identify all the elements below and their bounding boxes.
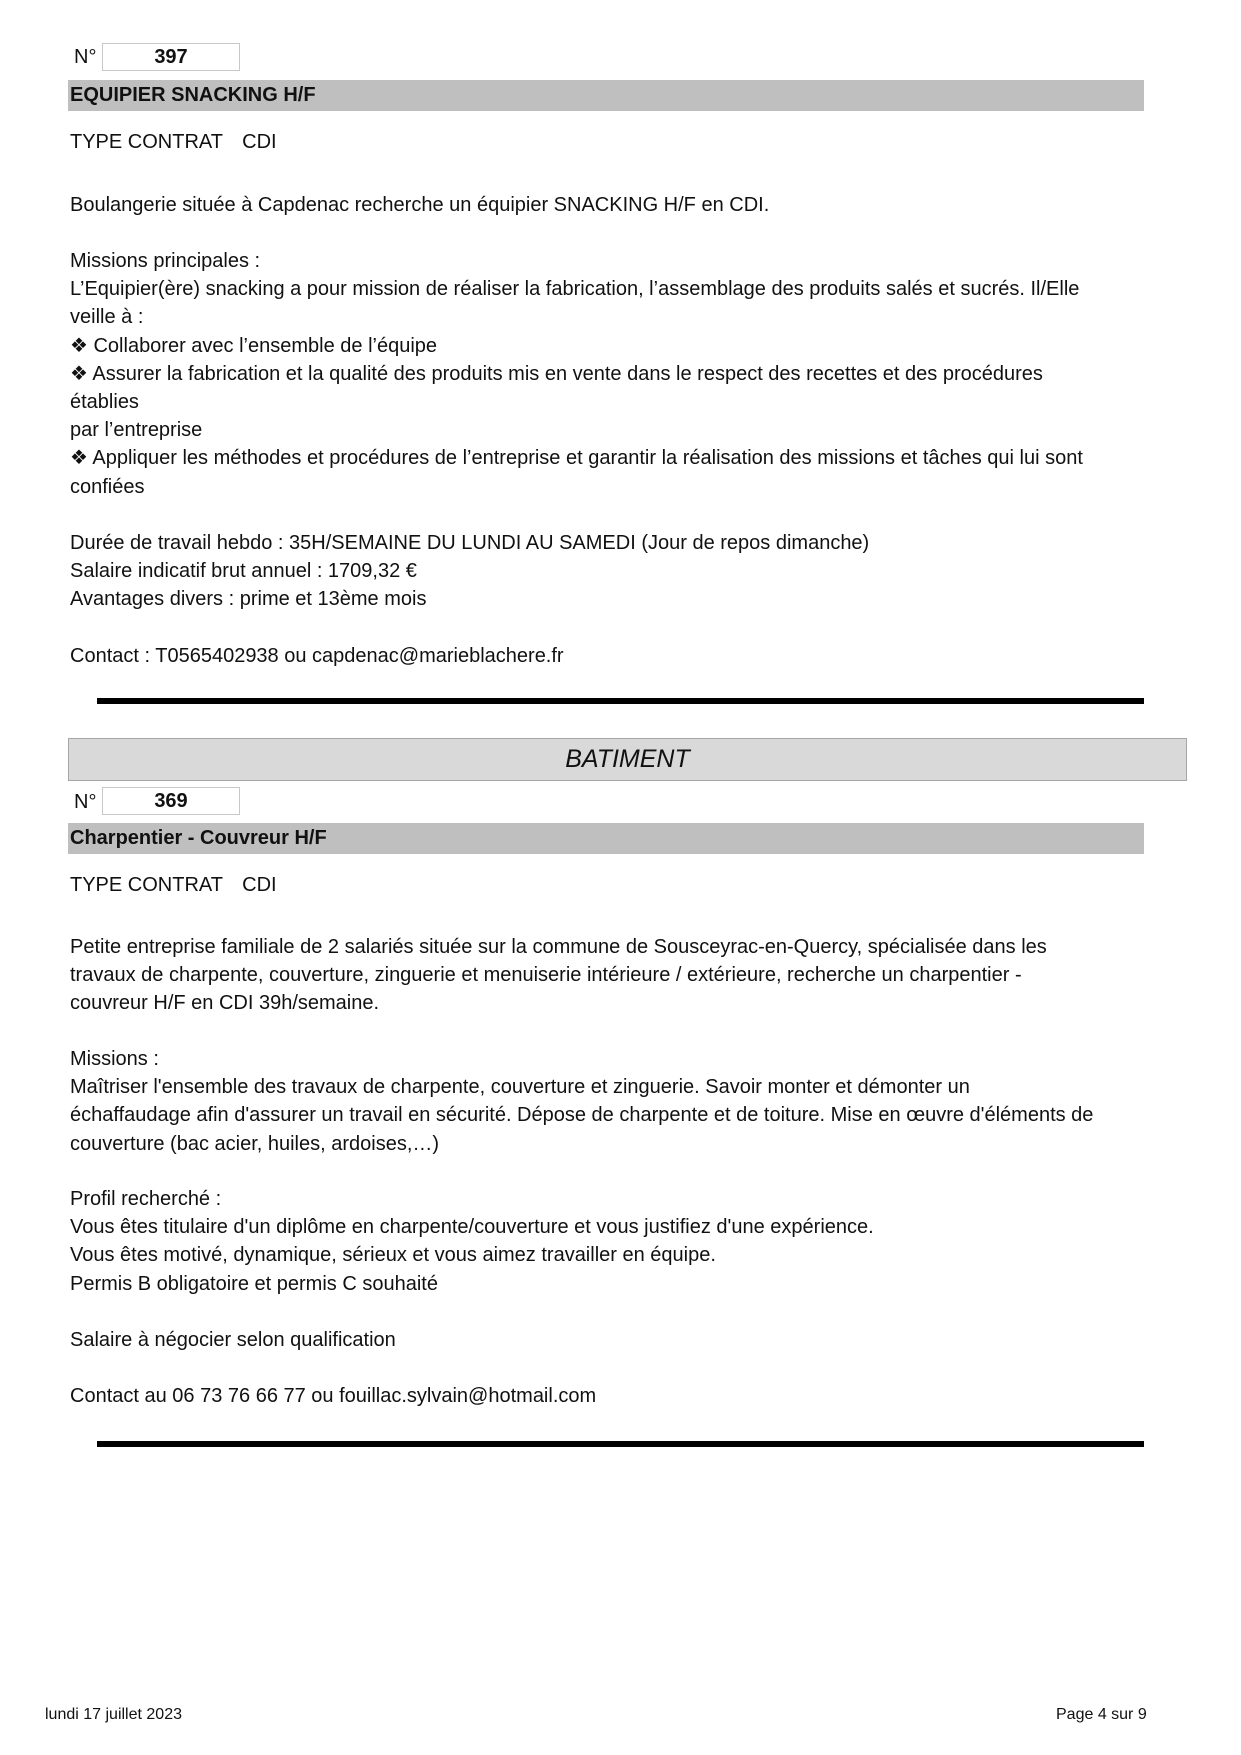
offer-number: 397 <box>102 43 240 71</box>
footer-page-number: Page 4 sur 9 <box>1056 1706 1147 1723</box>
contract-type-value: CDI <box>242 131 277 153</box>
offer-missions: Missions principales : L’Equipier(ère) snacking a pour mission de réaliser la fabrication, l’assemblage des produits salés et sucrés. Il/Elle veille à : ❖ Collaborer avec l’ensemble de l’équipe ❖ Assurer la fabrication et la qualité des produits mis en vente dans le respect des recettes et des procédures établies par l’entreprise ❖ Appliquer les méthodes et procédures de l’entreprise et garantir la réalisation des missions et tâches qui lui sont confiées <box>70 250 1083 498</box>
offer-number: 369 <box>102 787 240 815</box>
section-header: BATIMENT <box>68 738 1187 781</box>
footer-date: lundi 17 juillet 2023 <box>45 1706 182 1723</box>
offer-number-label: N° <box>74 791 97 813</box>
offer-contact: Contact au 06 73 76 66 77 ou fouillac.sylvain@hotmail.com <box>70 1385 597 1407</box>
contract-type <box>70 131 277 154</box>
offer-number-label: N° <box>74 46 97 68</box>
offer-intro: Boulangerie située à Capdenac recherche un équipier SNACKING H/F en CDI. <box>70 194 770 216</box>
offer-title: Charpentier - Couvreur H/F <box>68 823 1144 854</box>
separator-rule <box>97 1441 1144 1447</box>
offer-profile: Profil recherché : Vous êtes titulaire d'un diplôme en charpente/couverture et vous justifiez d'une expérience. Vous êtes motivé, dynamique, sérieux et vous aimez travailler en équipe. Permis B obligatoire et permis C souhaité <box>70 1188 874 1295</box>
offer-conditions: Durée de travail hebdo : 35H/SEMAINE DU LUNDI AU SAMEDI (Jour de repos dimanche) Salaire indicatif brut annuel : 1709,32 € Avantages divers : prime et 13ème mois <box>70 532 870 611</box>
contract-type <box>70 874 277 897</box>
offer-salary: Salaire à négocier selon qualification <box>70 1329 396 1351</box>
offer-missions: Missions : Maîtriser l'ensemble des travaux de charpente, couverture et zinguerie. Savoir monter et démonter un échaffaudage afin d'assurer un travail en sécurité. Dépose de charpente et de toiture. Mise en œuvre d'éléments de couverture (bac acier, huiles, ardoises,…) <box>70 1048 1094 1155</box>
contract-type-label: TYPE CONTRAT <box>70 131 223 153</box>
offer-contact: Contact : T0565402938 ou capdenac@marieblachere.fr <box>70 645 564 667</box>
separator-rule <box>97 698 1144 704</box>
contract-type-label: TYPE CONTRAT <box>70 874 223 896</box>
offer-title: EQUIPIER SNACKING H/F <box>68 80 1144 111</box>
offer-intro: Petite entreprise familiale de 2 salariés située sur la commune de Sousceyrac-en-Quercy, spécialisée dans les travaux de charpente, couverture, zinguerie et menuiserie intérieure / extérieure, recherche un charpentier - couvreur H/F en CDI 39h/semaine. <box>70 936 1047 1015</box>
contract-type-value: CDI <box>242 874 277 896</box>
